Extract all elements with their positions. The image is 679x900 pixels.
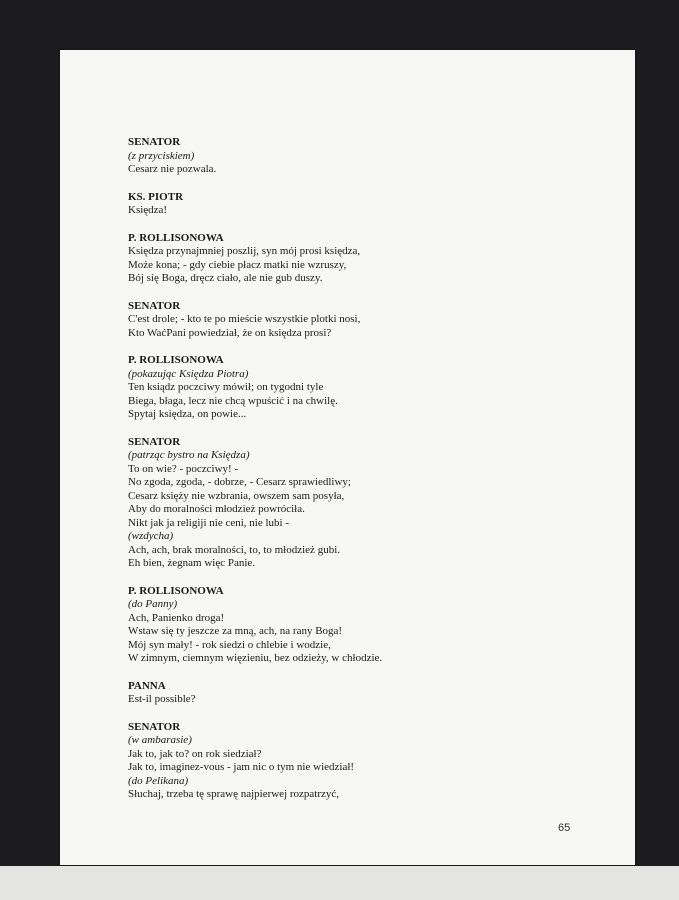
dialogue-block <box>128 354 548 422</box>
verse-line: No zgoda, zgoda, - dobrze, - Cesarz sprawiedliwy; <box>128 476 351 488</box>
verse-line: Księdza! <box>128 204 168 216</box>
speaker-name: P. ROLLISONOWA <box>128 231 224 244</box>
dialogue-block <box>128 585 548 666</box>
dialogue-block <box>128 721 548 802</box>
verse-line: Biega, błaga, lecz nie chcą wpuścić i na chwilę. <box>128 394 338 407</box>
verse-line: W zimnym, ciemnym więzieniu, bez odzieży, w chłodzie. <box>128 652 383 664</box>
speaker-name: SENATOR <box>128 136 181 148</box>
drama-text <box>128 136 548 816</box>
verse-line: To on wie? - poczciwy! - <box>128 462 239 475</box>
stage-direction: (do Pelikana) <box>128 774 189 787</box>
verse-line: Ach, ach, brak moralności, to, to młodzież gubi. <box>128 543 340 556</box>
speaker-name: P. ROLLISONOWA <box>128 354 224 366</box>
document-page <box>60 50 635 865</box>
dialogue-block <box>128 680 548 707</box>
stage-direction: (w ambarasie) <box>128 734 192 746</box>
verse-line: Spytaj księdza, on powie... <box>128 408 247 420</box>
verse-line: Wstaw się ty jeszcze za mną, ach, na rany Boga! <box>128 625 343 637</box>
speaker-name: SENATOR <box>128 720 181 733</box>
verse-line: Bój się Boga, dręcz ciało, ale nie gub duszy. <box>128 272 323 284</box>
verse-line: Eh bien, żegnam więc Panie. <box>128 557 256 569</box>
verse-line: Aby do moralności młodzież powróciła. <box>128 503 305 515</box>
verse-line: Cesarz nie pozwala. <box>128 163 217 175</box>
verse-line: Jak to, jak to? on rok siedział? <box>128 747 262 760</box>
verse-line: Księdza przynajmniej poszlij, syn mój prosi księdza, <box>128 245 361 257</box>
speaker-name: SENATOR <box>128 299 181 312</box>
verse-line: Ach, Panienko droga! <box>128 611 225 624</box>
speaker-name: PANNA <box>128 679 166 692</box>
verse-line: Może kona; - gdy ciebie płacz matki nie wzruszy, <box>128 258 347 271</box>
speaker-name: P. ROLLISONOWA <box>128 584 224 597</box>
verse-line: Nikt jak ja religiji nie ceni, nie lubi - <box>128 516 289 529</box>
dialogue-block <box>128 232 548 286</box>
verse-line: Est-il possible? <box>128 693 196 705</box>
dialogue-block <box>128 191 548 218</box>
stage-direction: (pokazując Księdza Piotra) <box>128 367 249 380</box>
dialogue-block <box>128 436 548 571</box>
stage-direction: (z przyciskiem) <box>128 149 195 162</box>
page-number: 65 <box>558 822 571 834</box>
verse-line: Słuchaj, trzeba tę sprawę najpierwej rozpatrzyć, <box>128 788 340 800</box>
verse-line: Cesarz księży nie wzbrania, owszem sam posyła, <box>128 489 345 502</box>
stage-direction: (wzdycha) <box>128 530 174 542</box>
verse-line: Mój syn mały! - rok siedzi o chlebie i wodzie, <box>128 638 331 651</box>
scan-background <box>0 866 679 900</box>
stage-direction: (do Panny) <box>128 598 178 610</box>
verse-line: Kto WaćPani powiedział, że on księdza prosi? <box>128 326 332 339</box>
speaker-name: SENATOR <box>128 435 181 448</box>
stage-direction: (patrząc bystro na Księdza) <box>128 449 250 461</box>
dialogue-block <box>128 136 548 177</box>
verse-line: Jak to, imaginez-vous - jam nic o tym nie wiedział! <box>128 761 355 773</box>
verse-line: Ten ksiądz poczciwy mówił; on tygodni tyle <box>128 381 324 393</box>
dialogue-block <box>128 300 548 341</box>
speaker-name: KS. PIOTR <box>128 190 184 203</box>
verse-line: C'est drole; - kto te po mieście wszystkie plotki nosi, <box>128 313 361 325</box>
